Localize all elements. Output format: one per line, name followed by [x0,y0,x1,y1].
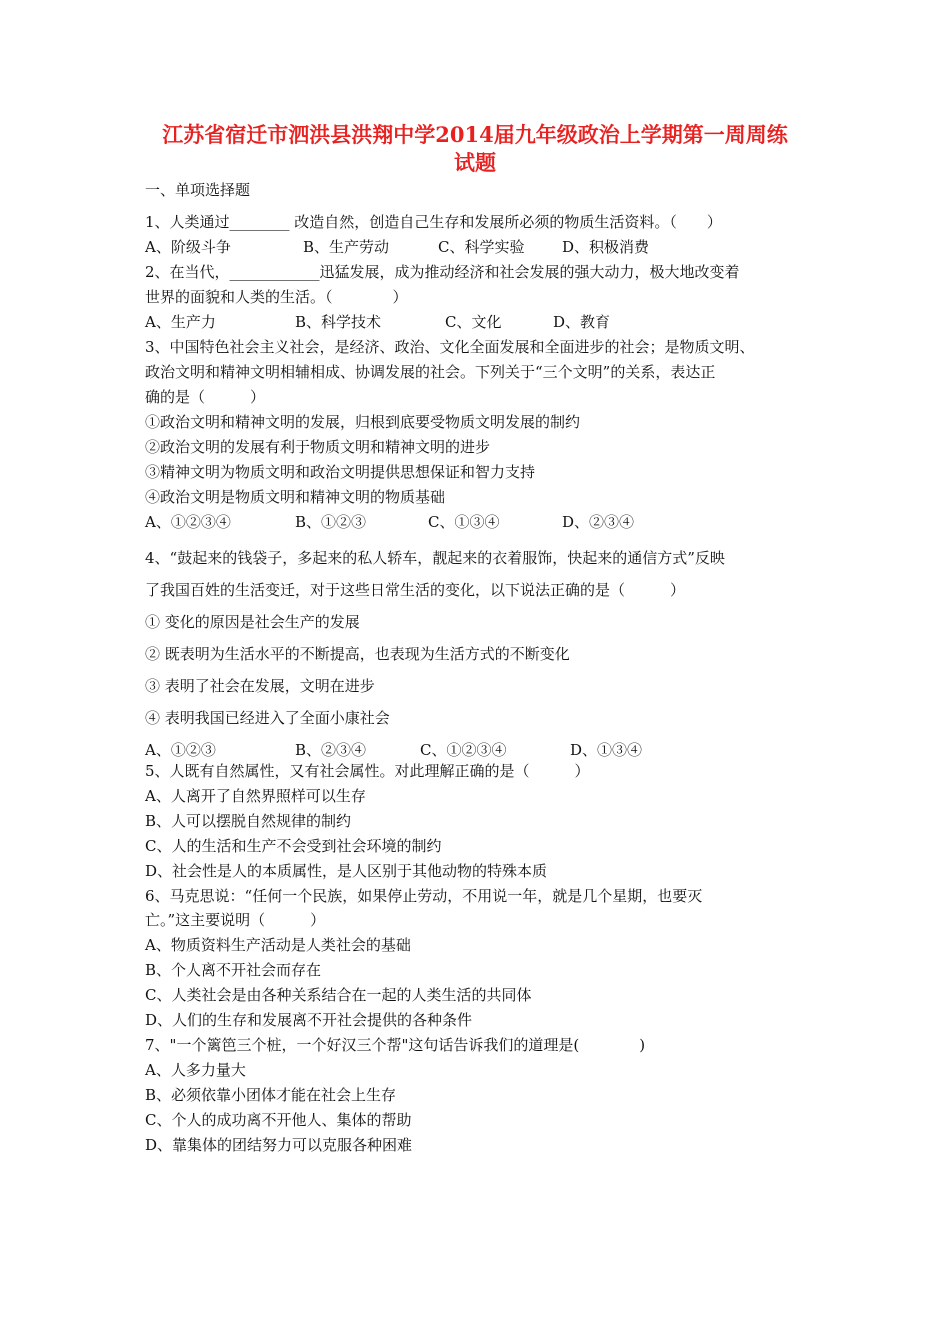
q2-stem-line2: 世界的面貌和人类的生活。（ ） [145,288,408,306]
q4-option-d: D、①③④ [570,741,643,759]
q5-option-a: A、人离开了自然界照样可以生存 [145,787,366,805]
q3-statement-1: ①政治文明和精神文明的发展，归根到底要受物质文明发展的制约 [145,413,581,431]
q4-stem-line2: 了我国百姓的生活变迁，对于这些日常生活的变化，以下说法正确的是（ ） [145,581,686,599]
q7-stem: 7、"一个篱笆三个桩，一个好汉三个帮"这句话告诉我们的道理是( ) [145,1036,646,1054]
q4-option-b: B、②③④ [295,741,367,759]
q3-option-d: D、②③④ [562,513,635,531]
q3-stem-line3: 确的是（ ） [145,388,266,406]
q1-option-d: D、积极消费 [562,238,650,256]
q2-option-a: A、生产力 [145,313,216,331]
q2-stem-line1: 2、在当代，____________迅猛发展，成为推动经济和社会发展的强大动力，极大地改变着 [145,263,740,281]
q4-stem-line1: 4、“鼓起来的钱袋子，多起来的私人轿车，靓起来的衣着服饰，快起来的通信方式”反映 [145,549,725,567]
q6-option-b: B、个人离不开社会而存在 [145,961,322,979]
q7-option-d: D、靠集体的团结努力可以克服各种困难 [145,1136,413,1154]
q4-option-c: C、①②③④ [420,741,507,759]
q6-option-c: C、人类社会是由各种关系结合在一起的人类生活的共同体 [145,986,532,1004]
q5-option-d: D、社会性是人的本质属性，是人区别于其他动物的特殊本质 [145,862,548,880]
q2-option-c: C、文化 [445,313,502,331]
q3-option-a: A、①②③④ [145,513,231,531]
q5-stem: 5、人既有自然属性，又有社会属性。对此理解正确的是（ ） [145,762,590,780]
q3-stem-line2: 政治文明和精神文明相辅相成、协调发展的社会。下列关于“三个文明”的关系，表达正 [145,363,716,381]
q4-option-a: A、①②③ [145,741,216,759]
q3-statement-4: ④政治文明是物质文明和精神文明的物质基础 [145,488,446,506]
q1-option-a: A、阶级斗争 [145,238,231,256]
q1-stem: 1、人类通过________ 改造自然，创造自己生存和发展所必须的物质生活资料。（ ） [145,213,722,231]
q7-option-c: C、个人的成功离不开他人、集体的帮助 [145,1111,412,1129]
document-title-line1: 江苏省宿迁市泗洪县洪翔中学2014届九年级政治上学期第一周周练 [162,122,788,147]
q5-option-b: B、人可以摆脱自然规律的制约 [145,812,352,830]
section-heading: 一、单项选择题 [145,181,251,199]
q2-option-b: B、科学技术 [295,313,382,331]
q3-stem-line1: 3、中国特色社会主义社会，是经济、政治、文化全面发展和全面进步的社会；是物质文明、 [145,338,755,356]
q3-statement-3: ③精神文明为物质文明和政治文明提供思想保证和智力支持 [145,463,536,481]
q3-option-b: B、①②③ [295,513,367,531]
q7-option-b: B、必须依靠小团体才能在社会上生存 [145,1086,397,1104]
q4-statement-1: ① 变化的原因是社会生产的发展 [145,613,360,631]
q4-statement-3: ③ 表明了社会在发展，文明在进步 [145,677,375,695]
q6-option-a: A、物质资料生产活动是人类社会的基础 [145,936,411,954]
q3-statement-2: ②政治文明的发展有利于物质文明和精神文明的进步 [145,438,491,456]
q6-option-d: D、人们的生存和发展离不开社会提供的各种条件 [145,1011,473,1029]
q7-option-a: A、人多力量大 [145,1061,246,1079]
document-title-line2: 试题 [454,150,496,175]
q4-statement-4: ④ 表明我国已经进入了全面小康社会 [145,709,390,727]
q5-option-c: C、人的生活和生产不会受到社会环境的制约 [145,837,442,855]
q6-stem-line2: 亡。”这主要说明（ ） [145,911,326,929]
q4-statement-2: ② 既表明为生活水平的不断提高，也表现为生活方式的不断变化 [145,645,570,663]
q1-option-b: B、生产劳动 [303,238,390,256]
q2-option-d: D、教育 [553,313,611,331]
q3-option-c: C、①③④ [428,513,500,531]
q6-stem-line1: 6、马克思说：“任何一个民族，如果停止劳动，不用说一年，就是几个星期，也要灭 [145,887,703,905]
q1-option-c: C、科学实验 [438,238,525,256]
